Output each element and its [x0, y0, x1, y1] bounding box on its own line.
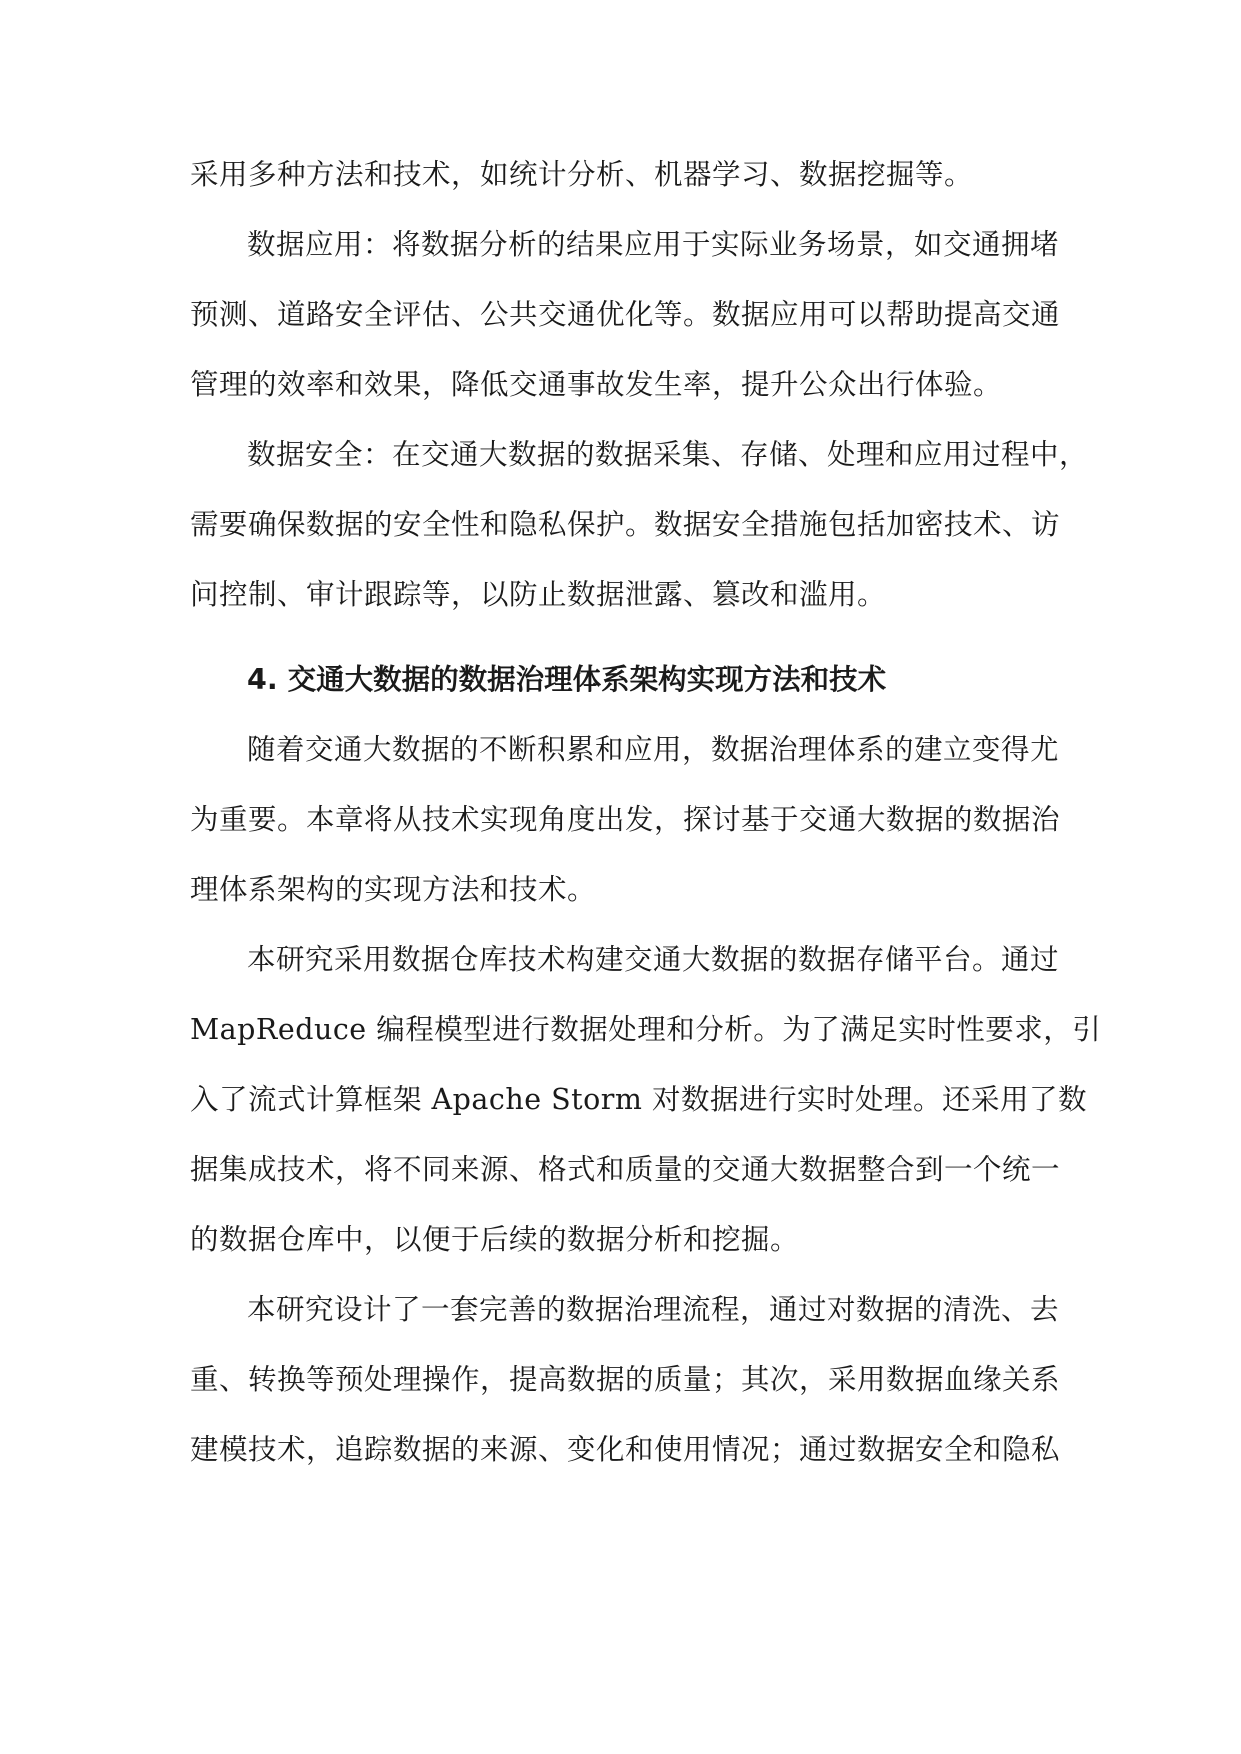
text-line: 本研究设计了一套完善的数据治理流程，通过对数据的清洗、去 [247, 1293, 1060, 1326]
text-line: 数据应用：将数据分析的结果应用于实际业务场景，如交通拥堵 [247, 228, 1060, 261]
paragraph [190, 420, 1089, 630]
section-heading: 4. 交通大数据的数据治理体系架构实现方法和技术 [247, 663, 887, 696]
text-line: 管理的效率和效果，降低交通事故发生率，提升公众出行体验。 [190, 368, 1003, 401]
text-line: 据集成技术，将不同来源、格式和质量的交通大数据整合到一个统一 [190, 1153, 1061, 1186]
text-line: 重、转换等预处理操作，提高数据的质量；其次，采用数据血缘关系 [190, 1363, 1061, 1396]
text-line: 预测、道路安全评估、公共交通优化等。数据应用可以帮助提高交通 [190, 298, 1061, 331]
text-line: 需要确保数据的安全性和隐私保护。数据安全措施包括加密技术、访 [190, 508, 1061, 541]
paragraph [190, 1275, 1061, 1485]
paragraph [190, 140, 1050, 210]
text-line: 采用多种方法和技术，如统计分析、机器学习、数据挖掘等。 [190, 158, 974, 191]
paragraph [190, 210, 1061, 420]
text-line: 理体系架构的实现方法和技术。 [190, 873, 597, 906]
text-line: 为重要。本章将从技术实现角度出发，探讨基于交通大数据的数据治 [190, 803, 1061, 836]
document-page [190, 140, 1102, 1485]
paragraph [190, 925, 1102, 1275]
text-line: MapReduce 编程模型进行数据处理和分析。为了满足实时性要求，引 [190, 1013, 1102, 1046]
text-line: 数据安全：在交通大数据的数据采集、存储、处理和应用过程中， [247, 438, 1089, 471]
text-line: 随着交通大数据的不断积累和应用，数据治理体系的建立变得尤 [247, 733, 1060, 766]
text-line: 建模技术，追踪数据的来源、变化和使用情况；通过数据安全和隐私 [190, 1433, 1061, 1466]
text-line: 入了流式计算框架 Apache Storm 对数据进行实时处理。还采用了数 [190, 1083, 1087, 1116]
paragraph [190, 715, 1061, 925]
text-line: 问控制、审计跟踪等，以防止数据泄露、篡改和滥用。 [190, 578, 887, 611]
text-line: 的数据仓库中，以便于后续的数据分析和挖掘。 [190, 1223, 800, 1256]
text-line: 本研究采用数据仓库技术构建交通大数据的数据存储平台。通过 [247, 943, 1060, 976]
